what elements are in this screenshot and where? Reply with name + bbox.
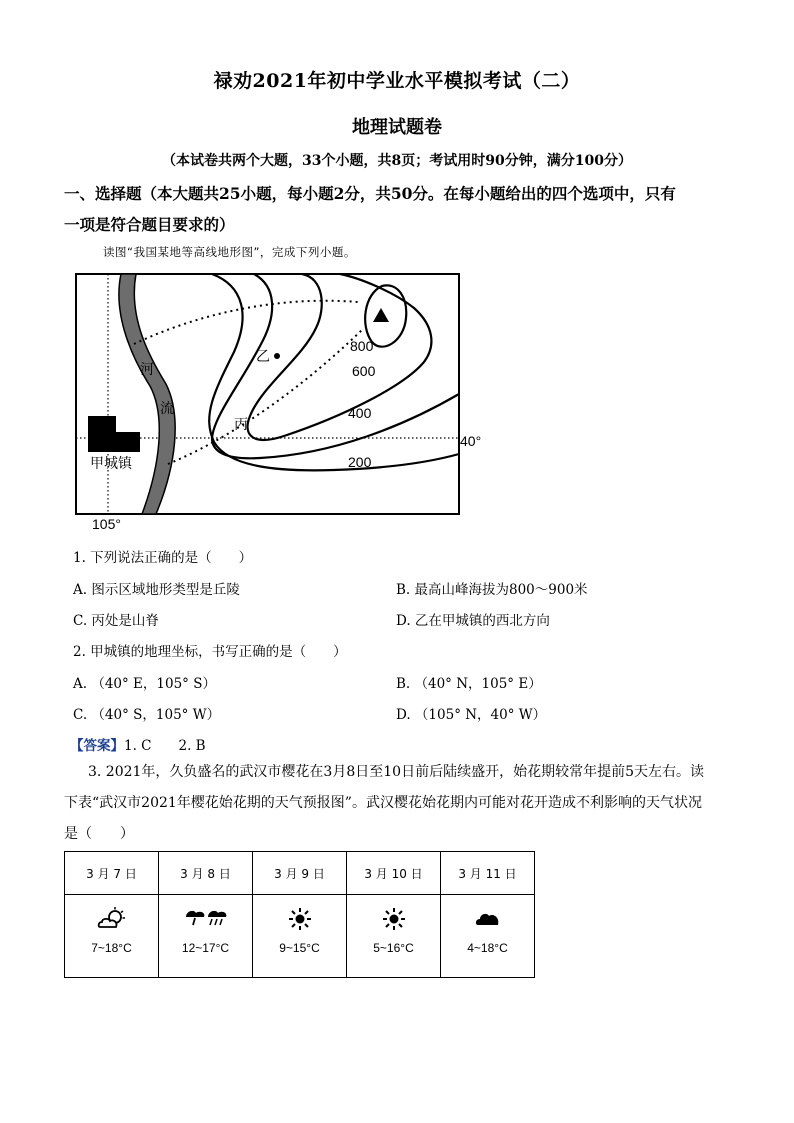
answer-line [70,734,206,754]
weather-detail-row [65,895,535,978]
contour-label-800: 800 [350,338,374,354]
question-1-stem: 1. 下列说法正确的是（ ） [73,550,253,566]
contour-label-200: 200 [348,454,372,470]
longitude-label: 105° [92,516,121,532]
weather-cell [347,895,441,978]
partly-cloudy-icon [96,907,128,931]
exam-title: 禄劝2021年初中学业水平模拟考试（二） [213,70,581,92]
map-intro: 读图“我国某地等高线地形图”，完成下列小题。 [103,245,356,259]
question-2-option-c: C. （40° S，105° W） [73,707,221,723]
weather-temp: 9~15°C [279,941,320,955]
weather-date-cell: 3 月 11 日 [441,852,535,895]
question-2-stem: 2. 甲城镇的地理坐标，书写正确的是（ ） [73,644,347,660]
river-label-he: 河 [140,361,154,377]
answer-text: 1. C 2. B [124,738,206,754]
point-label-yi: 乙 [256,348,270,364]
weather-temp: 7~18°C [91,941,132,955]
question-2-option-d: D. （105° N，40° W） [396,707,547,723]
question-1-option-c: C. 丙处是山脊 [73,613,159,629]
weather-cell [65,895,159,978]
question-2-option-a: A. （40° E，105° S） [73,676,216,692]
exam-subtitle: 地理试题卷 [352,117,442,138]
weather-cell [441,895,535,978]
weather-date-cell: 3 月 7 日 [65,852,159,895]
weather-cell [253,895,347,978]
question-3-line3: 是（ ） [64,826,134,842]
sunny-icon [288,907,312,931]
question-1-option-d: D. 乙在甲城镇的西北方向 [396,613,550,629]
weather-date-cell: 3 月 9 日 [253,852,347,895]
contour-label-600: 600 [352,363,376,379]
river-label-liu: 流 [160,400,174,416]
section-heading-line1: 一、选择题（本大题共25小题，每小题2分，共50分。在每小题给出的四个选项中，只有 [64,184,676,203]
sunny-icon [382,907,406,931]
weather-forecast-table [64,851,535,978]
contour-label-400: 400 [348,405,372,421]
weather-date-cell: 3 月 8 日 [159,852,253,895]
question-3-line1: 3. 2021年，久负盛名的武汉市樱花在3月8日至10日前后陆续盛开，始花期较常年提前5天左右。读 [88,764,704,780]
weather-cell [159,895,253,978]
point-label-bing: 丙 [234,416,248,432]
section-heading-line2: 一项是符合题目要求的） [64,215,235,234]
weather-temp: 5~16°C [373,941,414,955]
weather-date-cell: 3 月 10 日 [347,852,441,895]
cloudy-icon [474,907,502,931]
point-yi-dot [274,353,280,359]
question-1-option-b: B. 最高山峰海拔为800～900米 [396,582,588,598]
question-3-line2: 下表“武汉市2021年樱花始花期的天气预报图”。武汉樱花始花期内可能对花开造成不利影响的天气状况 [64,795,702,811]
town-label: 甲城镇 [90,455,132,471]
exam-note: （本试卷共两个大题，33个小题，共8页；考试用时90分钟，满分100分） [162,153,632,169]
contour-map [64,266,482,532]
answer-label: 【答案】 [70,738,124,754]
question-1-option-a: A. 图示区域地形类型是丘陵 [73,582,240,598]
latitude-label: 40° [460,433,482,449]
weather-temp: 12~17°C [181,941,230,955]
question-2-option-b: B. （40° N，105° E） [396,676,542,692]
rain-showers-icon [184,907,228,931]
weather-temp: 4~18°C [467,941,508,955]
weather-date-row [65,852,535,895]
